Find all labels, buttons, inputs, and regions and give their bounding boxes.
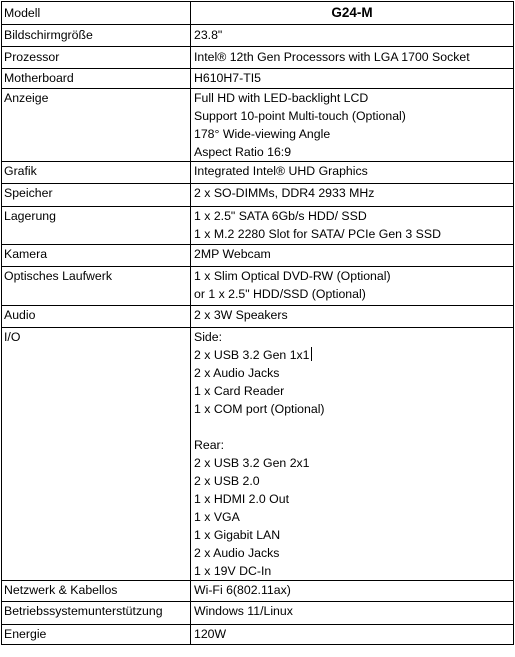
- value-line: Intel® 12th Gen Processors with LGA 1700 Socket: [194, 50, 470, 64]
- row-value-audio[interactable]: [191, 306, 514, 328]
- value-line: 1 x Gigabit LAN: [194, 528, 281, 542]
- header-label[interactable]: Modell: [2, 2, 191, 25]
- value-line: or 1 x 2.5" HDD/SSD (Optional): [194, 287, 366, 301]
- value-line: 2MP Webcam: [194, 247, 271, 261]
- value-line: 2 x Audio Jacks: [194, 546, 280, 560]
- table-row: [2, 89, 514, 162]
- row-value-netzwerk[interactable]: [191, 581, 514, 602]
- value-line: Windows 11/Linux: [194, 604, 293, 618]
- row-label-betriebssystem[interactable]: Betriebssystemunterstützung: [2, 602, 191, 625]
- table-row: [2, 306, 514, 328]
- value-line: Rear:: [194, 438, 225, 452]
- row-value-motherboard[interactable]: [191, 69, 514, 89]
- table-row: [2, 328, 514, 581]
- row-label-audio[interactable]: Audio: [2, 306, 191, 328]
- row-value-bildschirmgroesse[interactable]: [191, 25, 514, 47]
- table-row: [2, 25, 514, 47]
- value-line: 1 x COM port (Optional): [194, 402, 325, 416]
- value-line: 2 x SO-DIMMs, DDR4 2933 MHz: [194, 186, 375, 200]
- row-value-grafik[interactable]: [191, 162, 514, 184]
- value-line: 23.8": [194, 28, 223, 42]
- row-value-energie[interactable]: [191, 625, 514, 645]
- table-row: [2, 69, 514, 89]
- table-row: [2, 602, 514, 625]
- row-label-motherboard[interactable]: Motherboard: [2, 69, 191, 89]
- row-label-kamera[interactable]: Kamera: [2, 245, 191, 267]
- value-line: 1 x Slim Optical DVD-RW (Optional): [194, 269, 391, 283]
- value-line: Full HD with LED-backlight LCD: [194, 91, 369, 105]
- value-line: 2 x USB 2.0: [194, 474, 260, 488]
- text-cursor: [311, 347, 312, 361]
- row-label-speicher[interactable]: Speicher: [2, 184, 191, 207]
- value-line: 1 x 19V DC-In: [194, 564, 272, 578]
- value-line: Support 10-point Multi-touch (Optional): [194, 109, 406, 123]
- value-line: H610H7-TI5: [194, 71, 261, 85]
- table-row: [2, 581, 514, 602]
- row-label-lagerung[interactable]: Lagerung: [2, 207, 191, 245]
- value-line: [194, 346, 510, 364]
- value-line: 178° Wide-viewing Angle: [194, 127, 331, 141]
- value-line: Aspect Ratio 16:9: [194, 145, 292, 159]
- value-line: 2 x Audio Jacks: [194, 366, 280, 380]
- row-label-prozessor[interactable]: Prozessor: [2, 47, 191, 69]
- row-value-anzeige[interactable]: [191, 89, 514, 162]
- row-value-lagerung[interactable]: [191, 207, 514, 245]
- value-line: Integrated Intel® UHD Graphics: [194, 164, 368, 178]
- row-value-betriebssystem[interactable]: [191, 602, 514, 625]
- value-line: Side:: [194, 330, 223, 344]
- table-row: [2, 47, 514, 69]
- row-label-optisches-laufwerk[interactable]: Optisches Laufwerk: [2, 267, 191, 306]
- value-line: 1 x Card Reader: [194, 384, 285, 398]
- value-line: 2 x 3W Speakers: [194, 308, 288, 322]
- value-line: 1 x VGA: [194, 510, 240, 524]
- table-row: [2, 162, 514, 184]
- value-line-text: 2 x USB 3.2 Gen 1x1: [194, 348, 310, 362]
- table-row: [2, 207, 514, 245]
- table-row: [2, 267, 514, 306]
- row-label-anzeige[interactable]: Anzeige: [2, 89, 191, 162]
- row-value-speicher[interactable]: [191, 184, 514, 207]
- row-label-grafik[interactable]: Grafik: [2, 162, 191, 184]
- value-line: 1 x HDMI 2.0 Out: [194, 492, 289, 506]
- value-line: 120W: [194, 627, 227, 641]
- row-label-io[interactable]: I/O: [2, 328, 191, 581]
- value-line: 2 x USB 3.2 Gen 2x1: [194, 456, 310, 470]
- value-line: 1 x M.2 2280 Slot for SATA/ PCIe Gen 3 SSD: [194, 227, 441, 241]
- row-value-kamera[interactable]: [191, 245, 514, 267]
- table-row: [2, 245, 514, 267]
- row-value-io[interactable]: [191, 328, 514, 581]
- table-row: [2, 625, 514, 645]
- model-name[interactable]: G24-M: [191, 2, 514, 25]
- table-row: [2, 184, 514, 207]
- row-label-energie[interactable]: Energie: [2, 625, 191, 645]
- row-label-netzwerk[interactable]: Netzwerk & Kabellos: [2, 581, 191, 602]
- value-line: Wi-Fi 6(802.11ax): [194, 583, 291, 597]
- table-header-row: [2, 2, 514, 25]
- row-value-optisches-laufwerk[interactable]: [191, 267, 514, 306]
- value-line: 1 x 2.5" SATA 6Gb/s HDD/ SSD: [194, 209, 367, 223]
- row-value-prozessor[interactable]: [191, 47, 514, 69]
- blank-line: [194, 418, 510, 436]
- spec-table: [1, 1, 514, 645]
- row-label-bildschirmgroesse[interactable]: Bildschirmgröße: [2, 25, 191, 47]
